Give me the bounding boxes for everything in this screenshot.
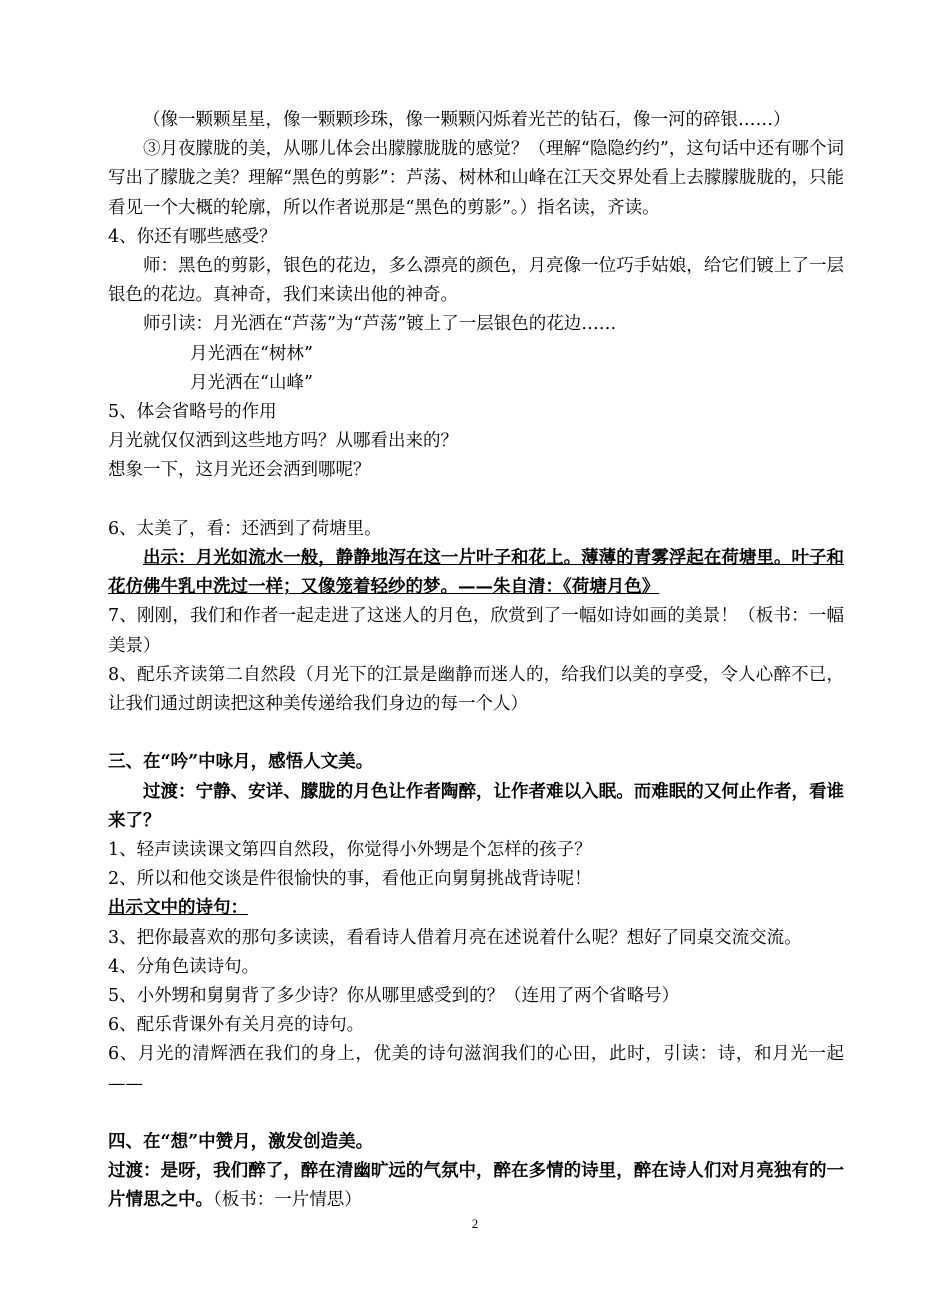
- paragraph-teacher-silhouette: 师：黑色的剪影，银色的花边，多么漂亮的颜色，月亮像一位巧手姑娘，给它们镀上了一层银色的花边。真神奇，我们来读出他的神奇。: [108, 256, 844, 306]
- page-number: 2: [471, 1216, 479, 1231]
- section-heading-4: 四、在“想”中赞月，激发创造美。: [108, 1132, 374, 1153]
- item-5-ellipsis: 5、体会省略号的作用: [108, 402, 277, 423]
- quote-lotus-pond-moonlight: 出示：月光如流水一般，静静地泻在这一片叶子和花上。薄薄的青雾浮起在荷塘里。叶子和花仿佛牛乳中洗过一样；又像笼着轻纱的梦。——朱自清：《荷塘月色》: [108, 548, 844, 598]
- transition-section-4-bold: 过渡：是呀，我们醉了，醉在清幽旷远的气氛中，醉在多情的诗里，醉在诗人们对月亮独有的一片情思之中。: [108, 1161, 844, 1211]
- item-8-music-reading: 8、配乐齐读第二自然段（月光下的江景是幽静而迷人的，给我们以美的享受，令人心醉不已，让我们通过朗读把这种美传递给我们身边的每一个人）: [108, 664, 844, 715]
- transition-section-4-board-note: （板书：一片情思）: [213, 1190, 362, 1211]
- item-5-how-many-poems: 5、小外甥和舅舅背了多少诗？你从哪里感受到的？（连用了两个省略号）: [108, 986, 680, 1007]
- line-moonlight-forest: 月光洒在“树林”: [190, 343, 313, 364]
- item-2-poem-challenge: 2、所以和他交谈是件很愉快的事，看他正向舅舅挑战背诗呢！: [108, 869, 592, 890]
- item-3-favorite-line: 3、把你最喜欢的那句多读读，看看诗人借着月亮在述说着什么呢？想好了同桌交流交流。: [108, 927, 802, 948]
- blank-line: [108, 719, 844, 748]
- paragraph-hazy-beauty: ③月夜朦胧的美，从哪儿体会出朦朦胧胧的感觉？（理解“隐隐约约”，这句话中还有哪个词写出了朦胧之美？理解“黑色的剪影”：芦荡、树林和山峰在江天交界处看上去朦朦胧胧的，只能看见一个大概的轮廓，所以作者说那是“黑色的剪影”。）指名读，齐读。: [108, 139, 844, 218]
- item-6-lotus-pond: 6、太美了，看：还洒到了荷塘里。: [108, 518, 382, 539]
- question-only-these-places: 月光就仅仅洒到这些地方吗？从哪看出来的？: [108, 431, 458, 452]
- blank-line: [108, 1099, 844, 1128]
- paragraph-similes: （像一颗颗星星，像一颗颗珍珠，像一颗颗闪烁着光芒的钻石，像一河的碎银……）: [143, 110, 791, 130]
- transition-section-4: [108, 1157, 844, 1215]
- blank-line: [108, 486, 844, 515]
- paragraph-teacher-lead-reading: 师引读：月光洒在“芦荡”为“芦荡”镀上了一层银色的花边……: [143, 314, 617, 335]
- show-poems-label: 出示文中的诗句：: [108, 898, 248, 919]
- item-6-recite-moon-poems: 6、配乐背课外有关月亮的诗句。: [108, 1015, 365, 1036]
- item-7-scenery: 7、刚刚，我们和作者一起走进了这迷人的月色，欣赏到了一幅如诗如画的美景！（板书：一幅美景）: [108, 606, 844, 656]
- document-page: [108, 106, 844, 1216]
- line-moonlight-mountain: 月光洒在“山峰”: [190, 372, 313, 393]
- transition-section-3: 过渡：宁静、安详、朦胧的月色让作者陶醉，让作者难以入眠。而难眠的又何止作者，看谁来了？: [108, 781, 844, 831]
- item-1-read-paragraph-4: 1、轻声读读课文第四自然段，你觉得小外甥是个怎样的孩子？: [108, 840, 592, 861]
- section-heading-3: 三、在“吟”中咏月，感悟人文美。: [108, 752, 374, 773]
- item-4-feelings: 4、你还有哪些感受？: [108, 226, 277, 247]
- item-4-role-reading: 4、分角色读诗句。: [108, 956, 260, 977]
- question-imagine: 想象一下，这月光还会洒到哪呢？: [108, 460, 371, 481]
- item-6-moonlight-poems: 6、月光的清辉洒在我们的身上，优美的诗句滋润我们的心田，此时，引读：诗，和月光一起——: [108, 1044, 844, 1094]
